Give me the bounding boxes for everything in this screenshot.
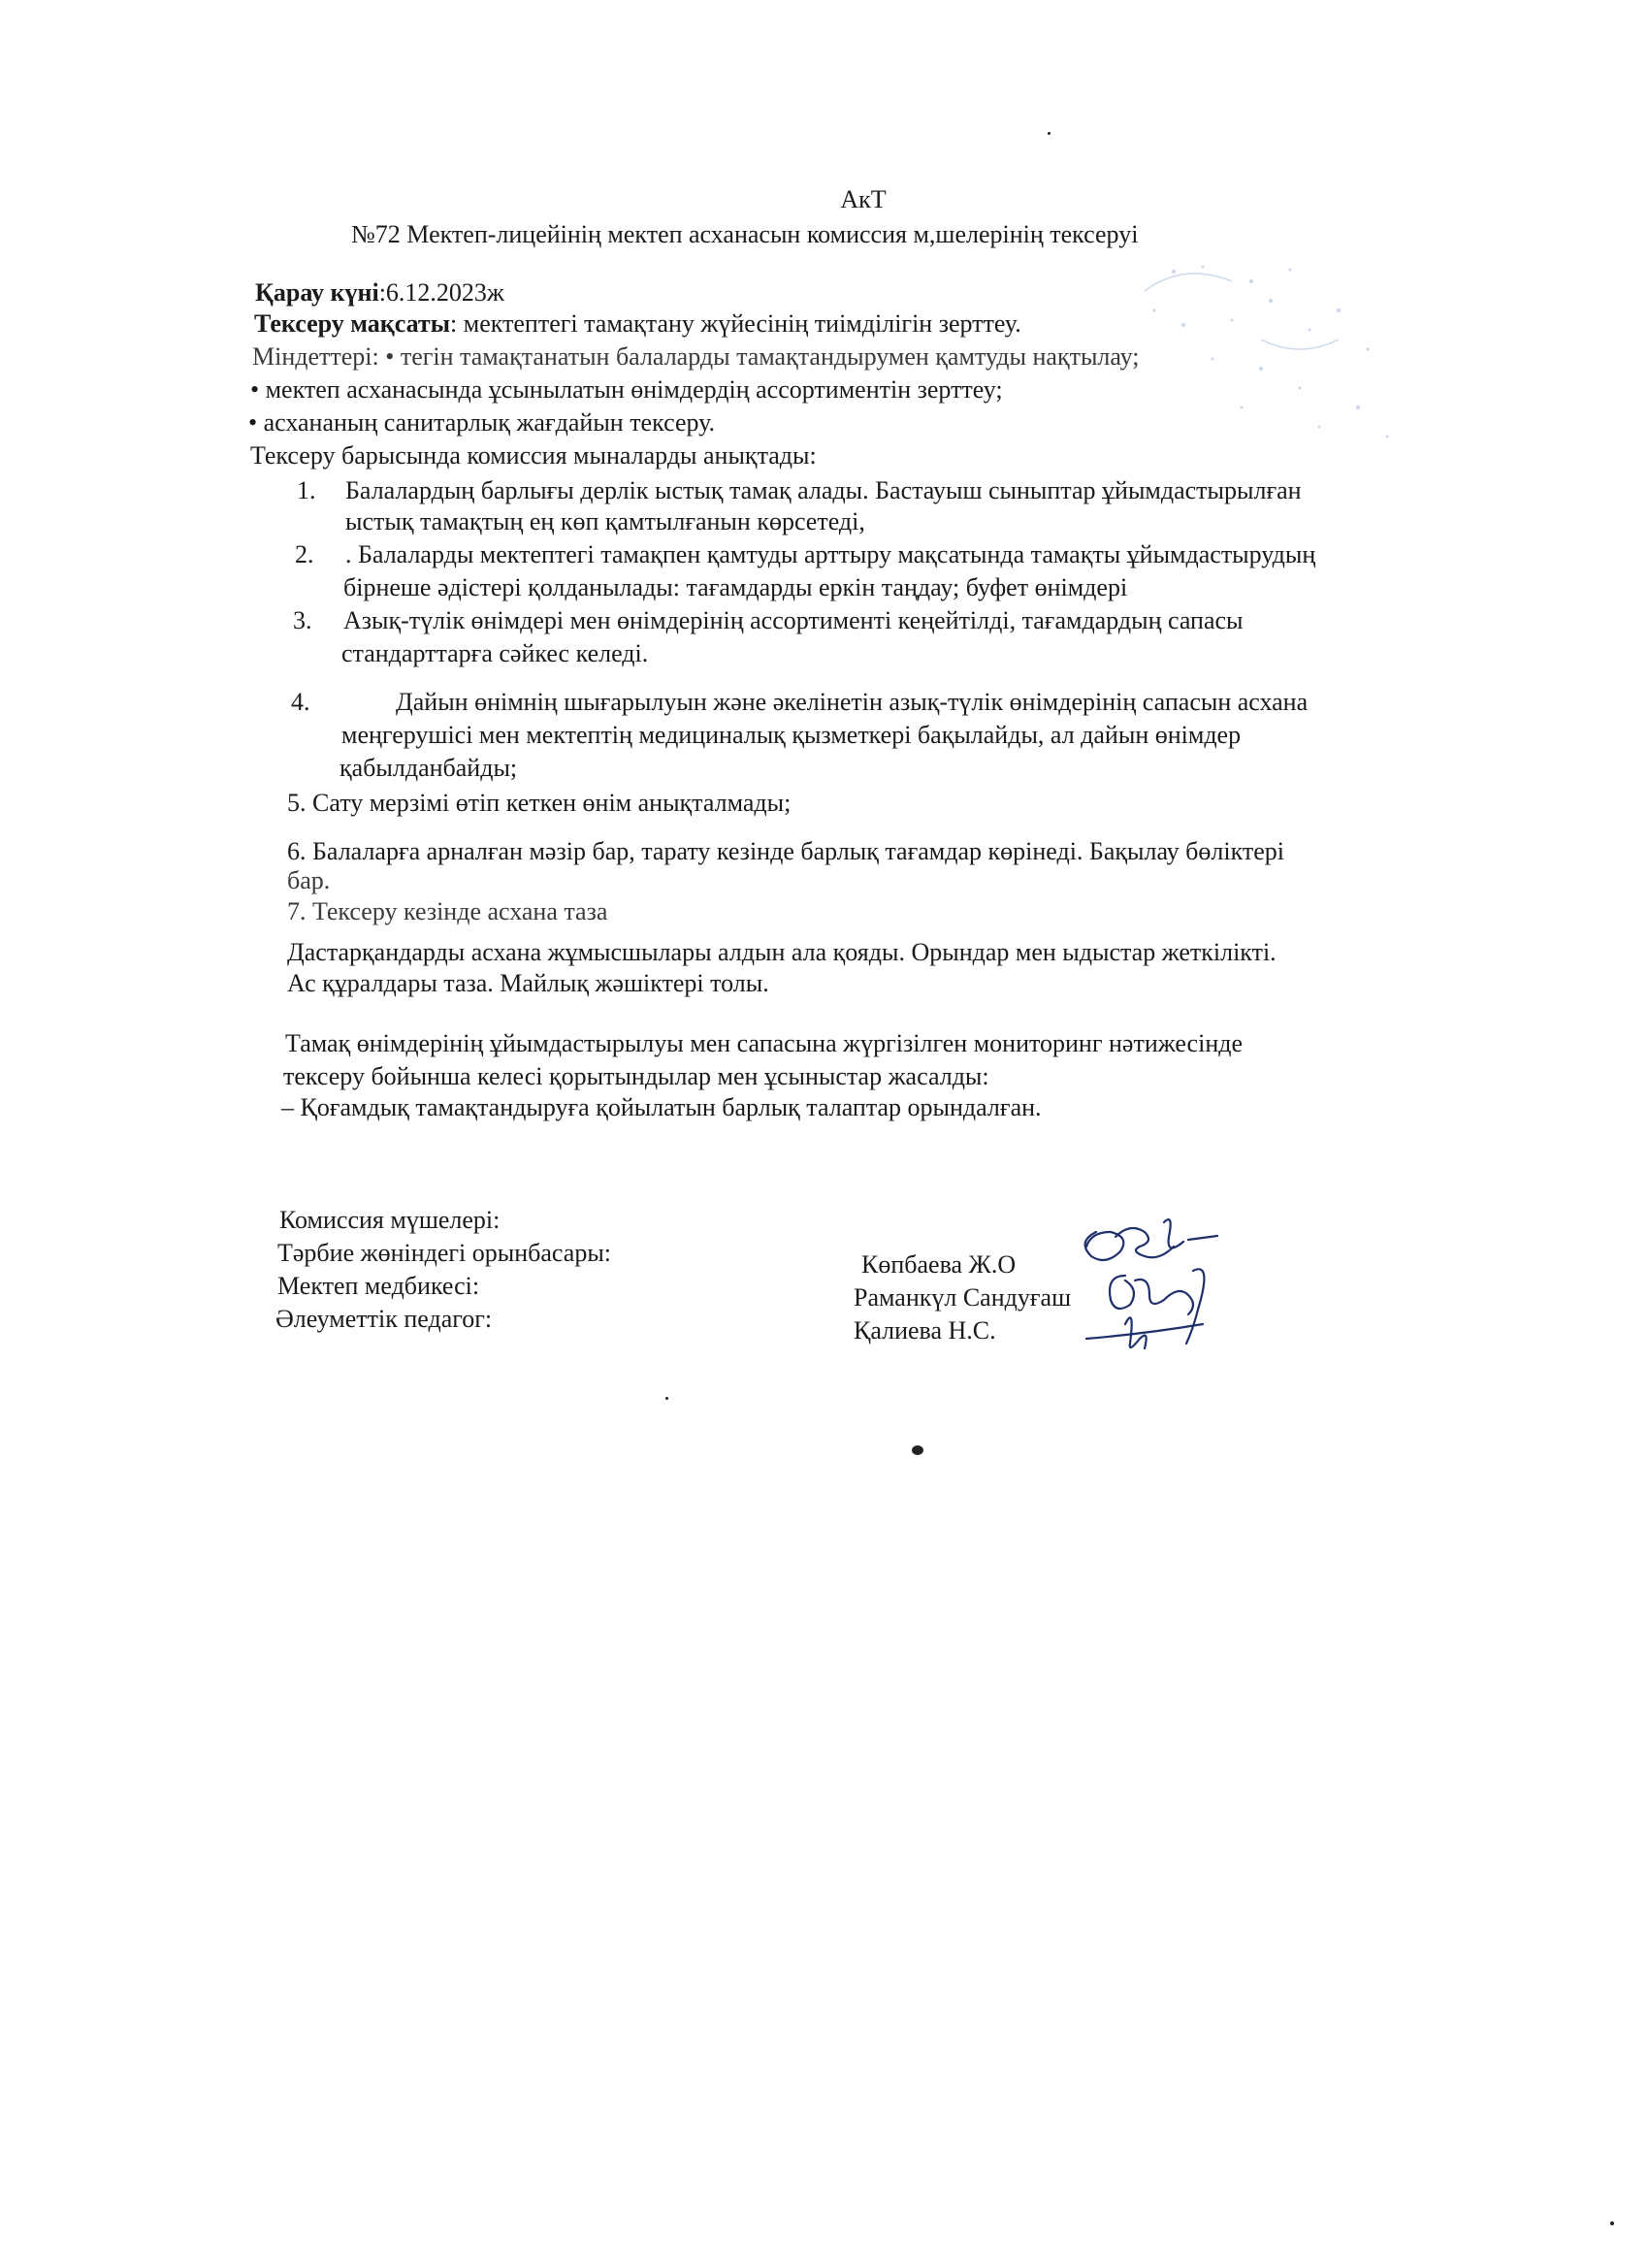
finding-text: . Балаларды мектептегі тамақпен қамтуды арттыру мақсатында тамақты ұйымдастырудың <box>345 540 1316 568</box>
date-value: :6.12.2023ж <box>378 278 504 307</box>
finding-item-5: 5. Сату мерзімі өтіп кеткен өнім анықталмады; <box>287 789 792 817</box>
conclusion-text: – Қоғамдық тамақтандыруға қойылатын барлық талаптар орындалған. <box>281 1093 1042 1121</box>
member-role: Мектеп медбикесі: <box>277 1272 480 1300</box>
member-name: Қалиева Н.С. <box>854 1316 996 1345</box>
finding-number: 4. <box>291 688 310 716</box>
member-role: Әлеуметтік педагог: <box>275 1305 493 1333</box>
finding-text: Балалардың барлығы дерлік ыстық тамақ алады. Бастауыш сыныптар ұйымдастырылған <box>345 476 1302 504</box>
conclusion-text: тексеру бойынша келесі қорытындылар мен ұсыныстар жасалды: <box>283 1062 989 1090</box>
task-line: • асхананың санитарлық жағдайын тексеру. <box>248 408 716 437</box>
scan-speck <box>912 1445 923 1455</box>
inspection-date <box>255 277 504 308</box>
finding-number: 1. <box>297 476 316 504</box>
finding-text: қабылданбайды; <box>340 754 518 782</box>
finding-text: Азық-түлік өнімдері мен өнімдерінің ассортименті кеңейтілді, тағамдардың сапасы <box>343 606 1244 634</box>
task-line: Міндеттері: • тегін тамақтанатын балаларды тамақтандырумен қамтуды нақтылау; <box>252 342 1140 371</box>
member-name: Раманкүл Сандуғаш <box>854 1283 1072 1312</box>
conclusion-text: Тамақ өнімдерінің ұйымдастырылуы мен сапасына жүргізілген мониторинг нәтижесінде <box>285 1029 1243 1057</box>
finding-number: 3. <box>293 606 312 634</box>
scan-speck <box>665 1397 668 1400</box>
scan-speck <box>1610 2221 1614 2225</box>
stamp-mark <box>1116 252 1406 466</box>
task-line: • мектеп асханасында ұсынылатын өнімдердің ассортиментін зерттеу; <box>250 375 1003 404</box>
finding-item-6: 6. Балаларға арналған мәзір бар, тарату кезінде барлық тағамдар көрінеді. Бақылау бөліктері <box>287 837 1285 865</box>
date-label: Қарау күні <box>255 278 379 307</box>
document-title: АкТ <box>840 185 887 213</box>
document-subtitle: №72 Мектеп-лицейінің мектеп асханасын комиссия м,шелерінің тексеруі <box>351 220 1139 248</box>
findings-intro: Тексеру барысында комиссия мыналарды анықтады: <box>250 441 817 470</box>
member-role: Тәрбие жөніндегі орынбасары: <box>277 1239 612 1267</box>
finding-text: Дайын өнімнің шығарылуын және әкелінетін азық-түлік өнімдерінің сапасын асхана <box>396 688 1309 716</box>
signature-mark <box>1057 1203 1242 1368</box>
cleanliness-text: Ас құралдары таза. Майлық жәшіктері толы. <box>287 969 769 997</box>
finding-item-7: 7. Тексеру кезінде асхана таза <box>287 897 608 925</box>
cleanliness-text: Дастарқандарды асхана жұмысшылары алдын ала қояды. Орындар мен ыдыстар жеткілікті. <box>287 938 1277 966</box>
scan-speck <box>1048 132 1051 135</box>
commission-label: Комиссия мүшелері: <box>279 1206 501 1234</box>
inspection-purpose <box>254 308 1021 339</box>
member-name: Көпбаева Ж.О <box>861 1250 1017 1279</box>
purpose-value: : мектептегі тамақтану жүйесінің тиімділігін зерттеу. <box>450 309 1021 338</box>
finding-text: бірнеше әдістері қолданылады: тағамдарды еркін таңдау; буфет өнімдері <box>343 573 1128 601</box>
finding-text: ыстық тамақтың ең көп қамтылғанын көрсетеді, <box>345 507 865 535</box>
finding-item-6-cont: бар. <box>287 866 331 894</box>
finding-text: стандарттарға сәйкес келеді. <box>341 639 649 667</box>
purpose-label: Тексеру мақсаты <box>254 309 451 338</box>
finding-text: меңгерушісі мен мектептің медициналық қызметкері бақылайды, ал дайын өнімдер <box>341 721 1242 749</box>
finding-number: 2. <box>295 540 314 568</box>
